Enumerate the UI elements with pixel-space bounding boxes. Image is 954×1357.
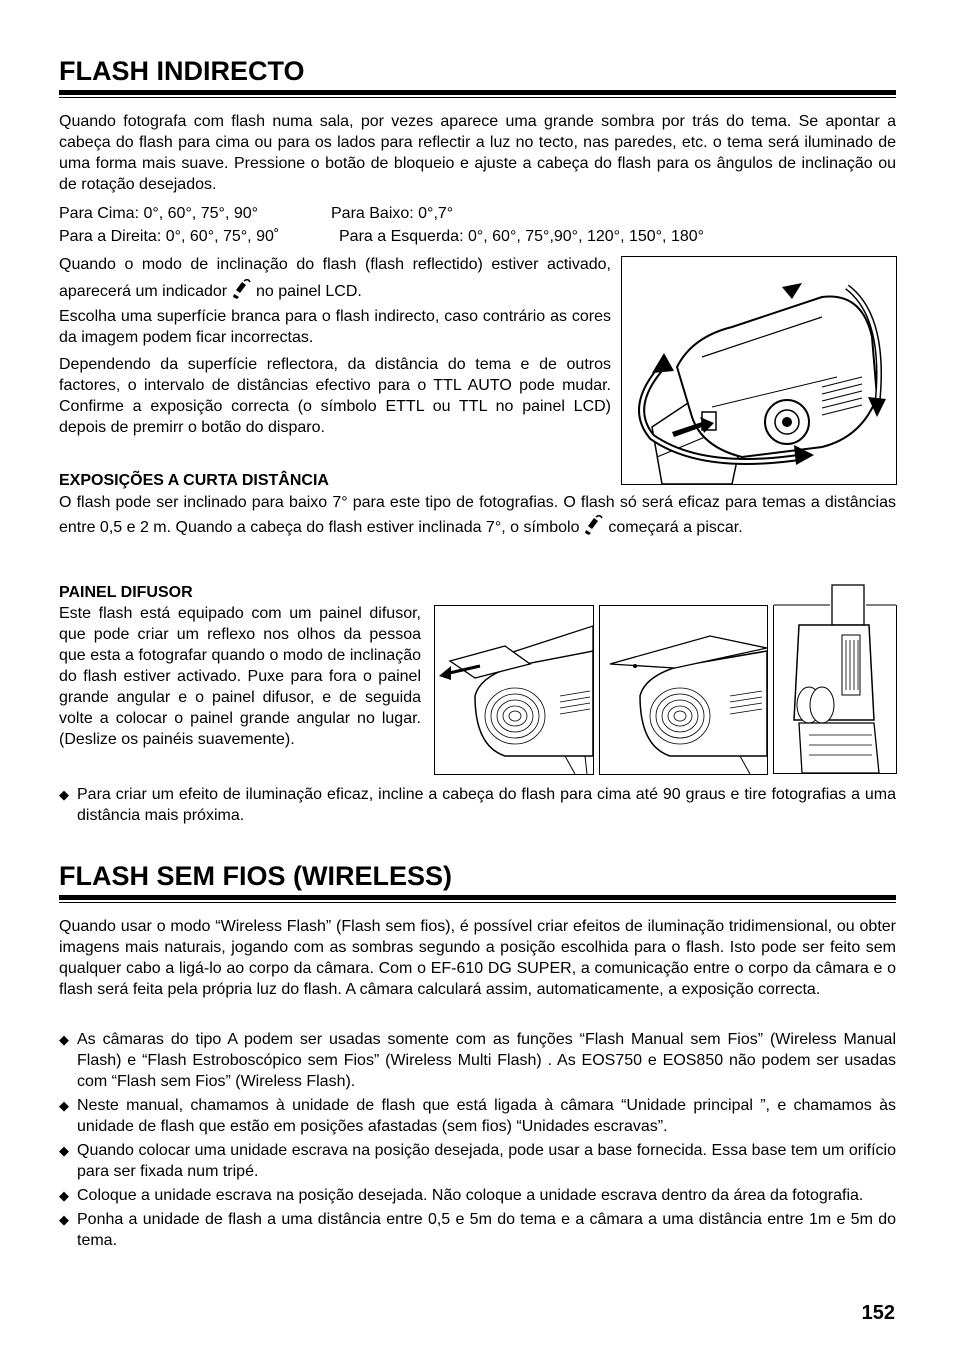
diffuser-heading: PAINEL DIFUSOR <box>59 584 193 601</box>
diffuser-section <box>59 583 421 750</box>
bounce-indicator-icon <box>584 514 604 536</box>
wireless-intro: Quando usar o modo “Wireless Flash” (Flash sem fios), é possível criar efeitos de iluminação tridimensional, ou obter imagens mais naturais, jogando com as sombras segundo a posição escolhida para o flash. Isto pode ser feito sem qualquer cabo a ligá-lo ao corpo da câmara. Com o EF-610 DG SUPER, a comunicação entre o corpo da câmara e o flash será feita pela própria luz do flash. A câmara calculará assim, automaticamente, a exposição correcta. <box>59 918 896 998</box>
diffuser-text: Este flash está equipado com um painel difusor, que pode criar um reflexo nos olhos da pessoa que esta a fotografar quando o modo de inclinação do flash estiver activado. Puxe para fora o painel grande angular e o painel difusor, e de seguida volte a colocar o painel grande angular no lugar. (Deslize os painéis suavemente). <box>59 605 421 748</box>
diffuser-tip: ◆ Para criar um efeito de iluminação eficaz, incline a cabeça do flash para cima até 90 graus e tire fotografias a uma distância mais próxima. <box>59 786 896 824</box>
title-rule-thin <box>59 97 896 98</box>
flash-head-illustration <box>621 256 897 485</box>
angle-left: Para a Esquerda: 0°, 60°, 75°,90°, 120°, 150°, 180° <box>339 228 705 245</box>
diffuser-illustration-2 <box>599 605 768 775</box>
section-bounce-flash <box>59 56 896 98</box>
title-rule-thin <box>59 902 896 903</box>
bounce-text-column <box>59 252 611 438</box>
diffuser-illustration-1 <box>434 605 594 775</box>
section-wireless-flash <box>59 861 896 903</box>
list-item: ◆ Quando colocar uma unidade escrava na posição desejada, pode usar a base fornecida. Essa base tem um orifício para ser fixada num tripé. <box>59 1142 896 1180</box>
bounce-indicator-text: Quando o modo de inclinação do flash (flash reflectido) estiver activado, aparecerá um indicador no painel LCD. <box>59 256 611 300</box>
ttl-range-text: Dependendo da superfície reflectora, da distância do tema e de outros factores, o intervalo de distâncias efectivo para o TTL AUTO pode mudar. Confirme a exposição correcta (o símbolo ETTL ou TTL no painel LCD) depois de premirr o botão do disparo. <box>59 356 611 436</box>
bullet-marker: ◆ <box>59 787 69 802</box>
angle-right: Para a Direita: 0°, 60°, 75°, 90˚ <box>59 228 280 245</box>
white-surface-text: Escolha uma superfície branca para o flash indirecto, caso contrário as cores da imagem podem ficar incorrectas. <box>59 308 611 346</box>
angle-list <box>59 202 896 248</box>
list-item: ◆ Neste manual, chamamos à unidade de flash que está ligada à câmara “Unidade principal ”, e chamamos às unidade de flash que estão em posições afastadas (sem fios) “Unidades escravas”. <box>59 1097 896 1135</box>
section-title-bounce: FLASH INDIRECTO <box>59 56 305 86</box>
list-item: ◆ Ponha a unidade de flash a uma distância entre 0,5 e 5m do tema e a câmara a uma distância entre 1m e 5m do tema. <box>59 1211 896 1249</box>
title-rule <box>59 895 896 900</box>
bounce-intro: Quando fotografa com flash numa sala, por vezes aparece uma grande sombra por trás do tema. Se apontar a cabeça do flash para cima ou para os lados para reflectir a luz no tecto, nas paredes, etc. o tema será iluminado de uma forma mais suave. Pressione o botão de bloqueio e ajuste a cabeça do flash para os ângulos de inclinação ou de rotação desejados. <box>59 113 896 193</box>
list-item: ◆ Coloque a unidade escrava na posição desejada. Não coloque a unidade escrava dentro da área da fotografia. <box>59 1187 864 1204</box>
bounce-indicator-icon <box>232 278 252 300</box>
diffuser-illustration-3 <box>773 605 897 774</box>
section-title-wireless: FLASH SEM FIOS (WIRELESS) <box>59 861 453 891</box>
closeup-heading: EXPOSIÇÕES A CURTA DISTÂNCIA <box>59 472 329 489</box>
angle-down: Para Baixo: 0°,7° <box>331 205 454 222</box>
title-rule <box>59 90 896 95</box>
angle-up: Para Cima: 0°, 60°, 75°, 90° <box>59 205 259 222</box>
list-item: ◆ As câmaras do tipo A podem ser usadas somente com as funções “Flash Manual sem Fios” (Wireless Manual Flash) e “Flash Estroboscópico sem Fios” (Wireless Multi Flash) . As EOS750 e EOS850 não podem ser usadas com “Flash sem Fios” (Wireless Flash). <box>59 1031 896 1090</box>
page-number: 152 <box>861 1302 895 1324</box>
wireless-bullet-list <box>59 1029 896 1251</box>
closeup-text: O flash pode ser inclinado para baixo 7° para este tipo de fotografias. O flash só será eficaz para temas a distâncias entre 0,5 e 2 m. Quando a cabeça do flash estiver inclinada 7°, o símbolo começará a piscar. <box>59 494 896 536</box>
closeup-section <box>59 471 896 539</box>
